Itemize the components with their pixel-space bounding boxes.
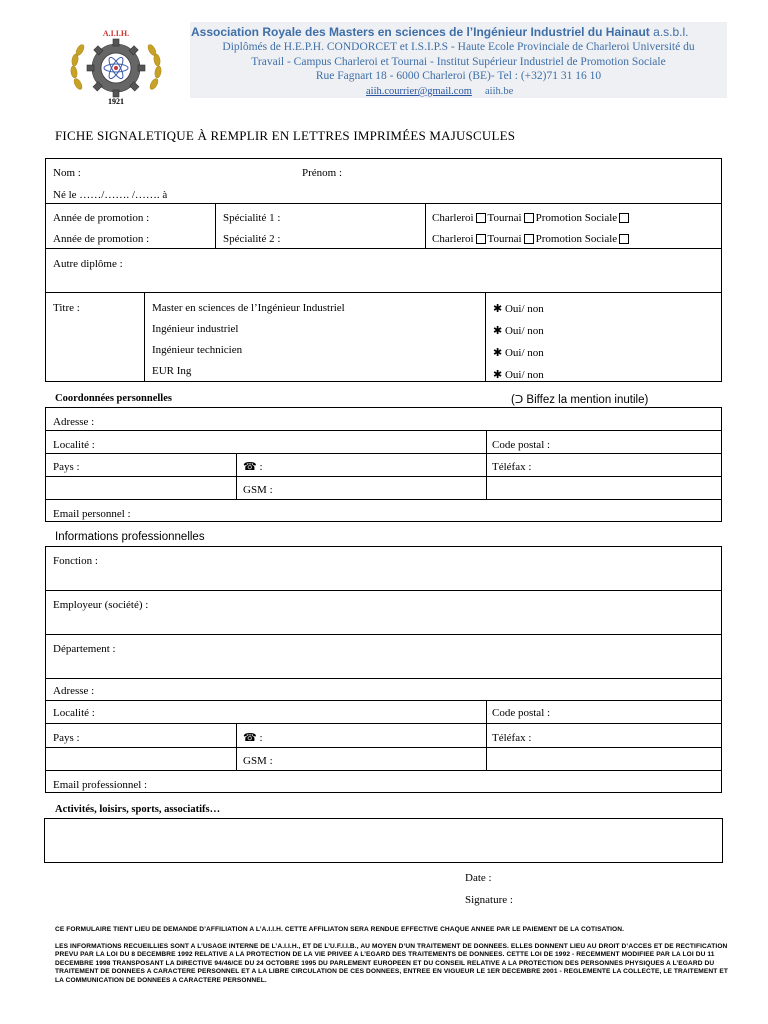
checkbox-charleroi-2[interactable] bbox=[476, 234, 486, 244]
nom-field[interactable]: Nom : bbox=[53, 167, 81, 179]
association-name: Association Royale des Masters en sciences de l’Ingénieur Industriel du Hainaut a.s.b.l. bbox=[191, 25, 689, 39]
pro-adresse-field[interactable]: Adresse : bbox=[53, 685, 95, 697]
checkbox-charleroi-1[interactable] bbox=[476, 213, 486, 223]
header-line-2: Diplômés de H.E.P.H. CONDORCET et I.S.I.P.S - Haute Ecole Provinciale de Charleroi Université du bbox=[222, 41, 695, 53]
pro-code-postal-field[interactable]: Code postal : bbox=[492, 707, 551, 719]
titre-item: Master en sciences de l’Ingénieur Industriel bbox=[152, 302, 345, 314]
titre-item: Ingénieur technicien bbox=[152, 344, 243, 356]
pro-telephone-field[interactable]: ☎ : bbox=[243, 732, 263, 744]
header-contact-block bbox=[190, 22, 727, 98]
specialite-1[interactable]: Spécialité 1 : bbox=[223, 212, 281, 224]
section-activites: Activités, loisirs, sports, associatifs… bbox=[55, 804, 221, 815]
perso-email-field[interactable]: Email personnel : bbox=[53, 508, 131, 520]
logo-acronym: A.I.I.H. bbox=[102, 29, 130, 38]
prenom-field[interactable]: Prénom : bbox=[302, 167, 343, 179]
website-link[interactable]: aiih.be bbox=[485, 86, 514, 97]
oui-non-choice[interactable]: ✱ Oui/ non bbox=[493, 325, 544, 337]
coordonnees-pro-table bbox=[45, 546, 722, 793]
checkbox-tournai-2[interactable] bbox=[524, 234, 534, 244]
titre-item: EUR Ing bbox=[152, 365, 192, 377]
perso-code-postal-field[interactable]: Code postal : bbox=[492, 439, 551, 451]
footer-affiliation-notice: CE FORMULAIRE TIENT LIEU DE DEMANDE D’AFFILIATION A L’A.I.I.H. CETTE AFFILIATON SERA RENDUE EFFECTIVE CHAQUE ANNEE PAR LE PAIEMENT DE LA COTISATION. bbox=[55, 926, 625, 933]
pro-fonction-field[interactable]: Fonction : bbox=[53, 555, 98, 567]
coordonnees-perso-table bbox=[45, 407, 722, 522]
checkbox-tournai-1[interactable] bbox=[524, 213, 534, 223]
biffez-note: (ᑐ Biffez la mention inutile) bbox=[511, 394, 649, 406]
perso-telephone-field[interactable]: ☎ : bbox=[243, 461, 263, 473]
section-informations-professionnelles: Informations professionnelles bbox=[55, 531, 205, 543]
titre-label: Titre : bbox=[53, 302, 80, 314]
perso-gsm-field[interactable]: GSM : bbox=[243, 484, 273, 496]
page-title: FICHE SIGNALETIQUE À REMPLIR EN LETTRES IMPRIMÉES MAJUSCULES bbox=[55, 128, 516, 143]
birth-field[interactable]: Né le ……/……. /……. à bbox=[53, 189, 168, 201]
logo-year: 1921 bbox=[108, 97, 124, 106]
oui-non-choice[interactable]: ✱ Oui/ non bbox=[493, 369, 544, 381]
pro-gsm-field[interactable]: GSM : bbox=[243, 755, 273, 767]
autre-diplome-field[interactable]: Autre diplôme : bbox=[53, 258, 123, 270]
footer-privacy-notice: LES INFORMATIONS RECUEILLIES SONT A L’USAGE INTERNE DE L’A.I.I.H., ET DE L’U.F.I.I.B., AU MOYEN D’UN TRAITEMENT DE DONNEES. ELLES DONNENT LIEU AU DROIT D’ACCES ET DE RECTIFICATION PREVU PAR LA LOI DU 8 DECEMBRE 1992 RELATIVE A LA PROTECTION DE LA VIE PRIVEE A L’EGARD DES TRAITEMENTS DE DONNEES. CETTE LOI DE 1992 - RECEMMENT MODIFIEE PAR LA LOI DU 11 DECEMBRE 1998 TRANSPOSANT LA DIRECTIVE 94/46/CE DU 24 OCTOBRE 1995 DU PARLEMENT EUROPEEN ET DU CONSEIL RELATIVE A LA PROTECTION DES PERSONNES PHYSIQUES A L’EGARD DU TRAITEMENT DE DONNEES A CARACTERE PERSONNEL ET A LA LIBRE CIRCULATION DE CES DONNEES, ENTREE EN VIGUEUR LE 1ER DECEMBRE 2001 - REGLEMENTE LA COLLECTE, LE TRAITEMENT ET LA COMMUNICATION DE DONNEES A CARACTERE PERSONNEL. bbox=[55, 943, 728, 984]
pro-email-field[interactable]: Email professionnel : bbox=[53, 779, 148, 791]
oui-non-choice[interactable]: ✱ Oui/ non bbox=[493, 303, 544, 315]
specialite-2[interactable]: Spécialité 2 : bbox=[223, 233, 281, 245]
identity-table bbox=[45, 158, 722, 204]
perso-adresse-field[interactable]: Adresse : bbox=[53, 416, 95, 428]
section-coordonnees-personnelles: Coordonnées personnelles bbox=[55, 393, 172, 404]
association-logo bbox=[68, 26, 164, 106]
pro-localite-field[interactable]: Localité : bbox=[53, 707, 95, 719]
campus-choice-1: Charleroi Tournai Promotion Sociale bbox=[432, 212, 631, 224]
annee-promotion-2[interactable]: Année de promotion : bbox=[53, 233, 150, 245]
campus-choice-2: Charleroi Tournai Promotion Sociale bbox=[432, 233, 631, 245]
pro-telefax-field[interactable]: Téléfax : bbox=[492, 732, 532, 744]
pro-departement-field[interactable]: Département : bbox=[53, 643, 116, 655]
header-address: Rue Fagnart 18 - 6000 Charleroi (BE)- Tel : (+32)71 31 16 10 bbox=[315, 70, 602, 82]
checkbox-promo-sociale-1[interactable] bbox=[619, 213, 629, 223]
pro-employeur-field[interactable]: Employeur (société) : bbox=[53, 599, 149, 611]
checkbox-promo-sociale-2[interactable] bbox=[619, 234, 629, 244]
pro-pays-field[interactable]: Pays : bbox=[53, 732, 80, 744]
autre-diplome-table bbox=[45, 248, 722, 293]
email-link[interactable]: aiih.courrier@gmail.com bbox=[366, 86, 472, 97]
titre-item: Ingénieur industriel bbox=[152, 323, 239, 335]
date-field[interactable]: Date : bbox=[465, 872, 492, 884]
perso-telefax-field[interactable]: Téléfax : bbox=[492, 461, 532, 473]
oui-non-choice[interactable]: ✱ Oui/ non bbox=[493, 347, 544, 359]
perso-localite-field[interactable]: Localité : bbox=[53, 439, 95, 451]
promotion-table bbox=[45, 203, 722, 249]
annee-promotion-1[interactable]: Année de promotion : bbox=[53, 212, 150, 224]
activites-field[interactable] bbox=[44, 818, 723, 863]
signature-field[interactable]: Signature : bbox=[465, 894, 513, 906]
perso-pays-field[interactable]: Pays : bbox=[53, 461, 80, 473]
header-line-3: Travail - Campus Charleroi et Tournai - Institut Supérieur Industriel de Promotion Sociale bbox=[251, 56, 666, 68]
titre-table bbox=[45, 292, 722, 382]
